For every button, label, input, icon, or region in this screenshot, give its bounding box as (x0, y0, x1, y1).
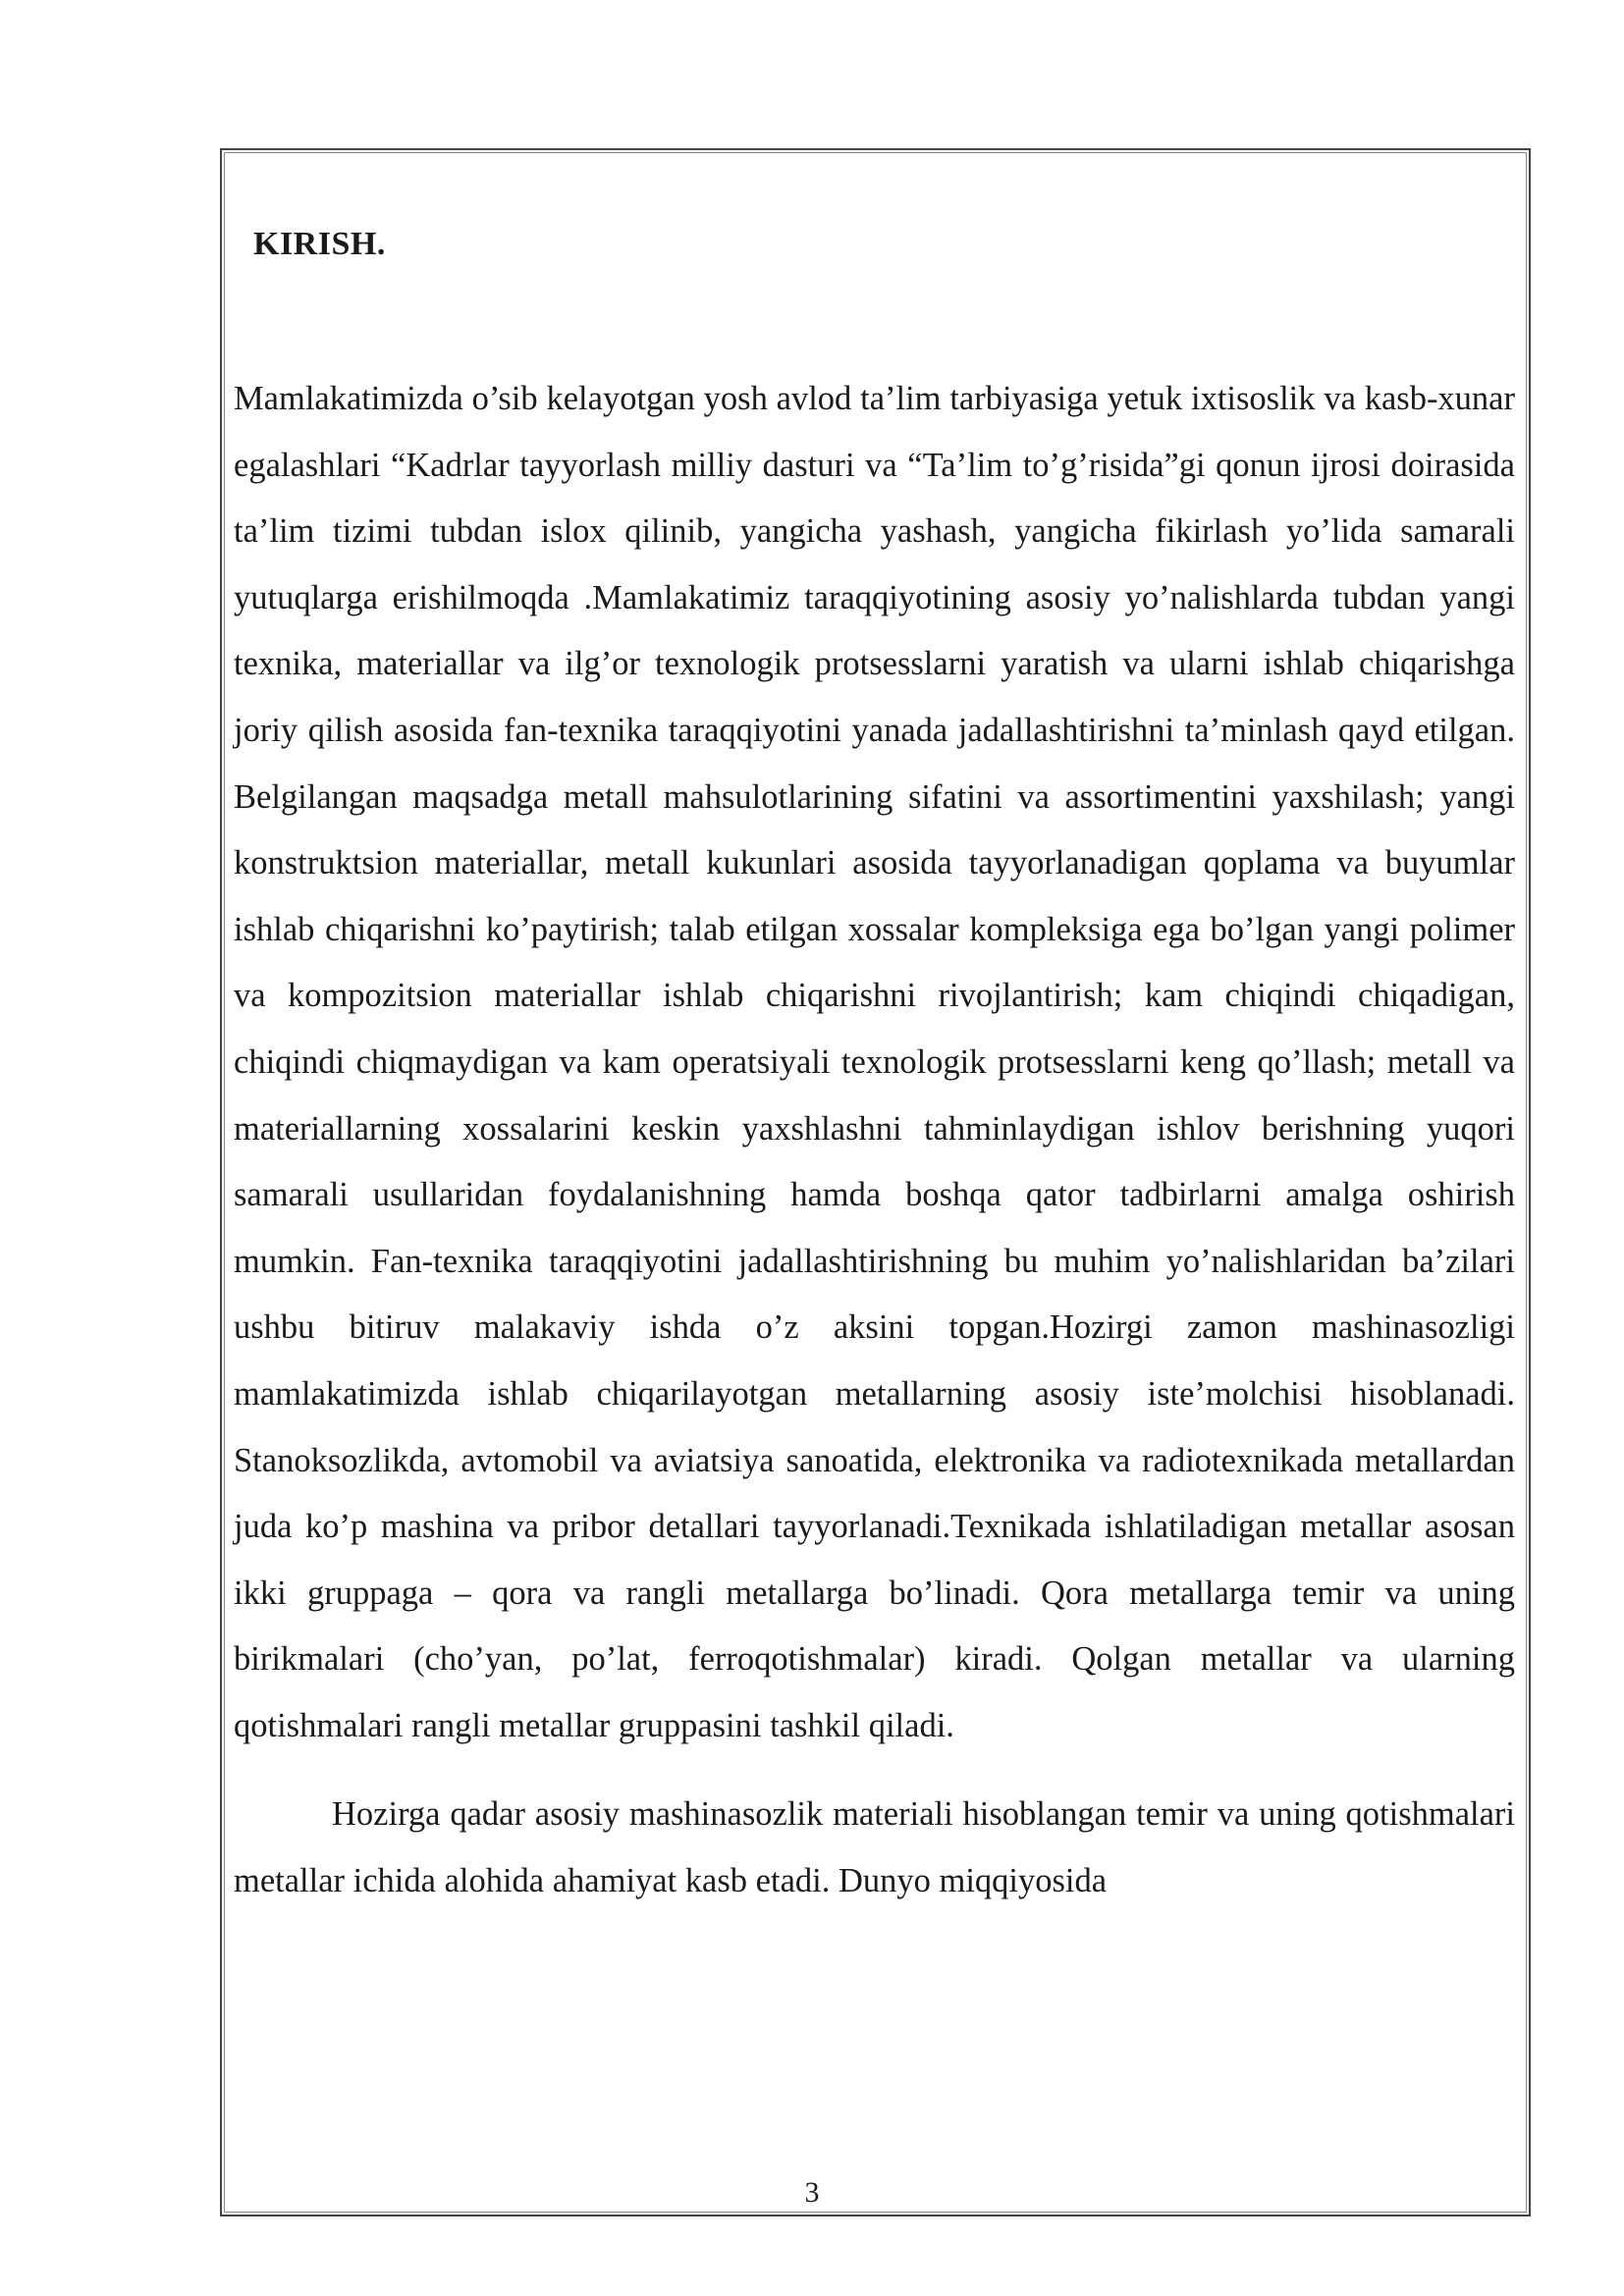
heading-spacer (234, 278, 1515, 366)
paragraph-continued: Hozirga qadar asosiy mashinasozlik materiali hisoblangan temir va uning qotishmalari metallar ichida alohida ahamiyat kasb etadi. Dunyo miqqiyosida (234, 1795, 1515, 1900)
document-body (234, 211, 1515, 1915)
page-number: 3 (804, 2176, 820, 2209)
paragraph-intro: Mamlakatimizda o’sib kelayotgan yosh avlod ta’lim tarbiyasiga yetuk ixtisoslik va kasb-xunar egalashlari “Kadrlar tayyorlash milliy dasturi va “Ta’lim to’g’risida”gi qonun ijrosi doirasida ta’lim tizimi tubdan islox qilinib, yangicha yashash, yangicha fikirlash yo’lida samarali yutuqlarga erishilmoqda .Mamlakatimiz taraqqiyotining asosiy yo’nalishlarda tubdan yangi texnika, materiallar va ilg’or texnologik protsesslarni yaratish va ularni ishlab chiqarishga joriy qilish asosida fan-texnika taraqqiyotini yanada jadallashtirishni ta’minlash qayd etilgan. Belgilangan maqsadga metall mahsulotlarining sifatini va assortimentini yaxshilash; yangi konstruktsion materiallar, metall kukunlari asosida tayyorlanadigan qoplama va buyumlar ishlab chiqarishni ko’paytirish; talab etilgan xossalar kompleksiga ega bo’lgan yangi polimer va kompozitsion materiallar ishlab chiqarishni rivojlantirish; kam chiqindi chiqadigan, chiqindi chiqmaydigan va kam operatsiyali texnologik protsesslarni keng qo’llash; metall va materiallarning xossalarini keskin yaxshlashni tahminlaydigan ishlov berishning yuqori samarali usullaridan foydalanishning hamda boshqa qator tadbirlarni amalga oshirish mumkin. Fan-texnika taraqqiyotini jadallashtirishning bu muhim yo’nalishlaridan ba’zilari ushbu bitiruv malakaviy ishda o’z aksini topgan.Hozirgi zamon mashinasozligi mamlakatimizda ishlab chiqarilayotgan metallarning asosiy iste’molchisi hisoblanadi. Stanoksozlikda, avtomobil va aviatsiya sanoatida, elektronika va radiotexnikada metallardan juda ko’p mashina va pribor detallari tayyorlanadi.Texnikada ishlatiladigan metallar asosan ikki gruppaga – qora va rangli metallarga bo’linadi. Qora metallarga temir va uning birikmalari (cho’yan, po’lat, ferroqotishmalar) kiradi. Qolgan metallar va ularning qotishmalari rangli metallar gruppasini tashkil qiladi. (234, 380, 1515, 1744)
section-heading: KIRISH. (253, 226, 386, 262)
